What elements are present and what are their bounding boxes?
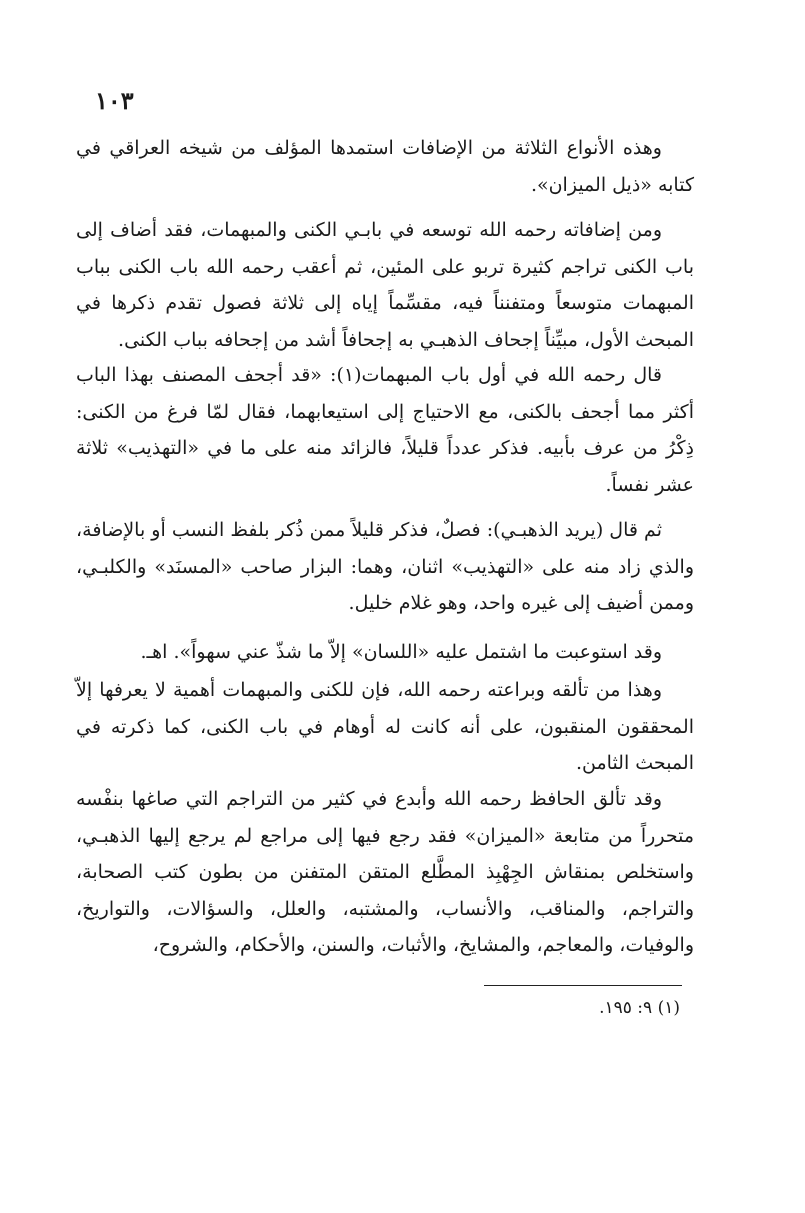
paragraph-text: وهذه الأنواع الثلاثة من الإضافات استمدها المؤلف من شيخه العراقي في كتابه «ذيل الميزان». [76,137,694,196]
paragraph [76,781,694,964]
footnote-divider [484,985,682,986]
paragraph [76,634,694,671]
paragraph-text: ثم قال (يريد الذهبـي): فصلٌ، فذكر قليلاً ممن ذُكر بلفظ النسب أو بالإضافة، والذي زاد منه على «التهذيب» اثنان، وهما: البزار صاحب «المسنَد» والكلبـي، وممن أضيف إلى غيره واحد، وهو غلام خليل. [76,519,694,614]
paragraph [76,672,694,782]
paragraph [76,512,694,622]
footnote: (١) ٩: ١٩٥. [599,998,680,1018]
paragraph-text: وقد استوعبت ما اشتمل عليه «اللسان» إلاّ ما شذّ عني سهواً». اهـ. [140,641,662,663]
paragraph-text: ومن إضافاته رحمه الله توسعه في بابـي الكنى والمبهمات، فقد أضاف إلى باب الكنى تراجم كثيرة تربو على المئين، ثم أعقب رحمه الله باب الكنى بباب المبهمات متوسعاً ومتفنناً فيه، مقسِّماً إياه إلى ثلاثة فصول تقدم ذكرها في المبحث الأول، مبيِّناً إجحاف الذهبـي به إجحافاً أشد من إجحافه بباب الكنى. [76,219,694,351]
paragraph [76,212,694,358]
paragraph-text: قال رحمه الله في أول باب المبهمات(١): «قد أجحف المصنف بهذا الباب أكثر مما أجحف بالكنى، مع الاحتياج إلى استيعابهما، فقال لمّا فرغ من الكنى: ذِكْرُ من عرف بأبيه. فذكر عدداً قليلاً، فالزائد منه على ما في «التهذيب» ثلاثة عشر نفساً. [76,364,694,496]
paragraph-text: وهذا من تألقه وبراعته رحمه الله، فإن للكنى والمبهمات أهمية لا يعرفها إلاّ المحققون المنقبون، على أنه كانت له أوهام في باب الكنى، كما ذكرته في المبحث الثامن. [76,679,694,774]
paragraph-text: وقد تألق الحافظ رحمه الله وأبدع في كثير من التراجم التي صاغها بنفْسه متحرراً من متابعة «الميزان» فقد رجع فيها إلى مراجع لم يرجع إليها الذهبـي، واستخلص بمنقاش الجِهْبِذ المطَّلع المتقن المتفنن من بطون كتب الصحابة، والتراجم، والمناقب، والأنساب، والمشتبه، والعلل، والسؤالات، والتواريخ، والوفيات، والمعاجم، والمشايخ، والأثبات، والسنن، والأحكام، والشروح، [76,788,694,956]
paragraph [76,357,694,503]
paragraph [76,130,694,203]
page-number: ١٠٣ [95,86,134,115]
